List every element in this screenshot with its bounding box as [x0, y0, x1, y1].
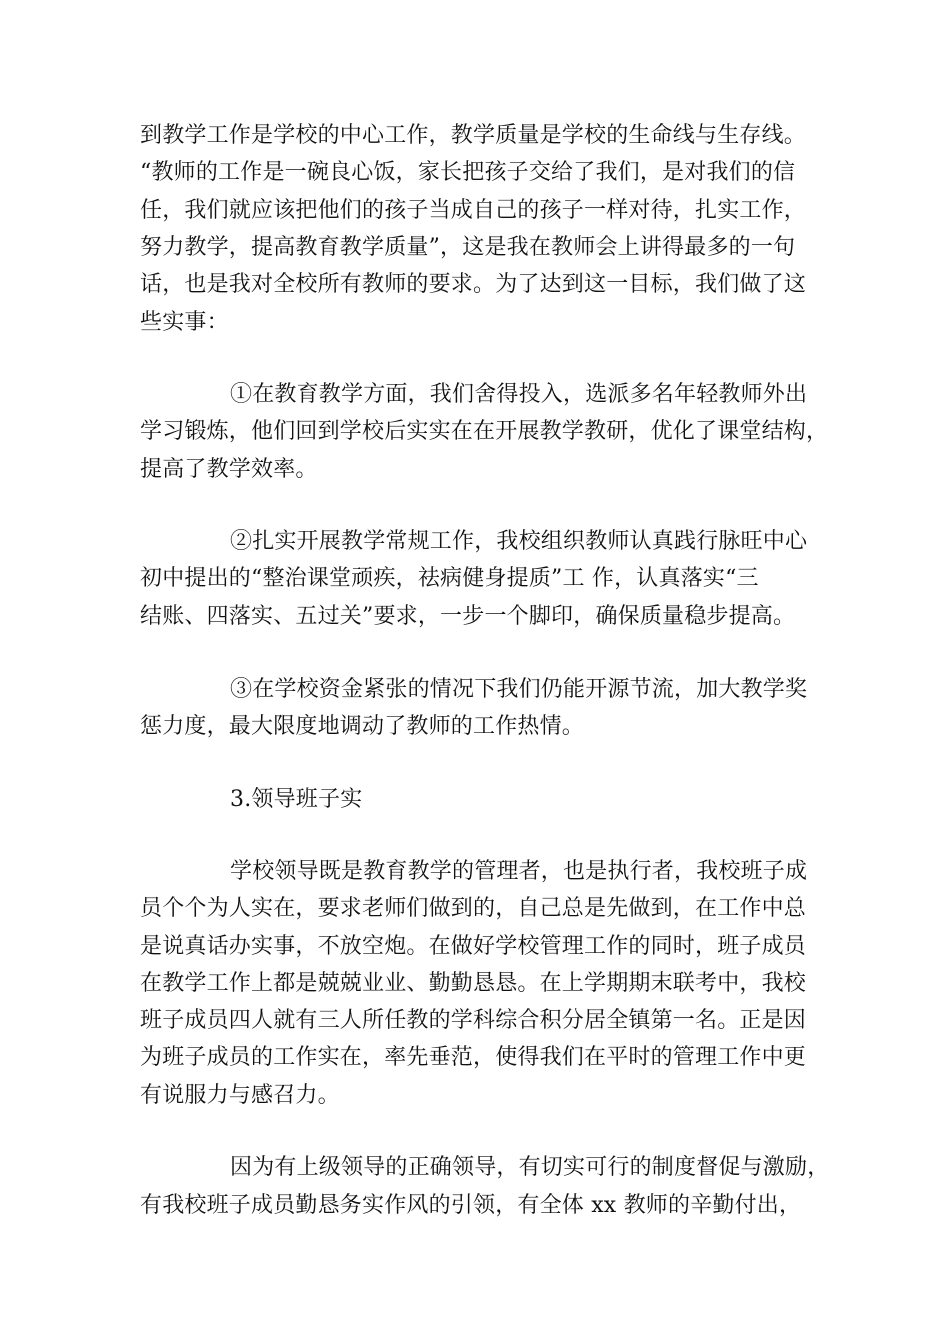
text-line: 学校领导既是教育教学的管理者，也是执行者，我校班子成	[230, 859, 808, 884]
text-line: 员个个为人实在，要求老师们做到的，自己总是先做到，在工作中总	[140, 896, 807, 921]
text-line: 班子成员四人就有三人所任教的学科综合积分居全镇第一名。正是因	[140, 1008, 807, 1033]
text-line: 是说真话办实事，不放空炮。在做好学校管理工作的同时，班子成员	[140, 934, 807, 959]
text-line: 因为有上级领导的正确领导，有切实可行的制度督促与激励，	[230, 1155, 830, 1180]
text-line: 有说服力与感召力。	[140, 1083, 340, 1108]
section-heading: 3.领导班子实	[230, 787, 363, 812]
text-line: 任，我们就应该把他们的孩子当成自己的孩子一样对待，扎实工作，	[140, 198, 807, 223]
text-line: 结账、四落实、五过关”要求，一步一个脚印，确保质量稳步提高。	[140, 604, 796, 629]
text-line: 在教学工作上都是兢兢业业、勤勤恳恳。在上学期期末联考中，我校	[140, 971, 807, 996]
text-line: ②扎实开展教学常规工作，我校组织教师认真践行脉旺中心	[230, 529, 808, 554]
text-line: 提高了教学效率。	[140, 457, 318, 482]
text-line: 惩力度，最大限度地调动了教师的工作热情。	[140, 714, 585, 739]
text-line: 为班子成员的工作实在，率先垂范，使得我们在平时的管理工作中更	[140, 1045, 807, 1070]
text-line: 话，也是我对全校所有教师的要求。为了达到这一目标，我们做了这	[140, 272, 807, 297]
text-line: “教师的工作是一碗良心饭，家长把孩子交给了我们，是对我们的信	[140, 160, 796, 185]
text-line: ①在教育教学方面，我们舍得投入，选派多名年轻教师外出	[230, 382, 808, 407]
text-line: 些实事：	[140, 310, 229, 335]
text-line: 有我校班子成员勤恳务实作风的引领，有全体 xx 教师的辛勤付出，	[140, 1193, 802, 1218]
text-line: 到教学工作是学校的中心工作，教学质量是学校的生命线与生存线。	[140, 123, 807, 148]
text-line: 学习锻炼，他们回到学校后实实在在开展教学教研，优化了课堂结构，	[140, 419, 829, 444]
text-line: ③在学校资金紧张的情况下我们仍能开源节流，加大教学奖	[230, 677, 808, 702]
text-line: 努力教学，提高教育教学质量”，这是我在教师会上讲得最多的一句	[140, 235, 796, 260]
text-line: 初中提出的“整治课堂顽疾，祛病健身提质”工 作，认真落实“三	[140, 566, 759, 591]
